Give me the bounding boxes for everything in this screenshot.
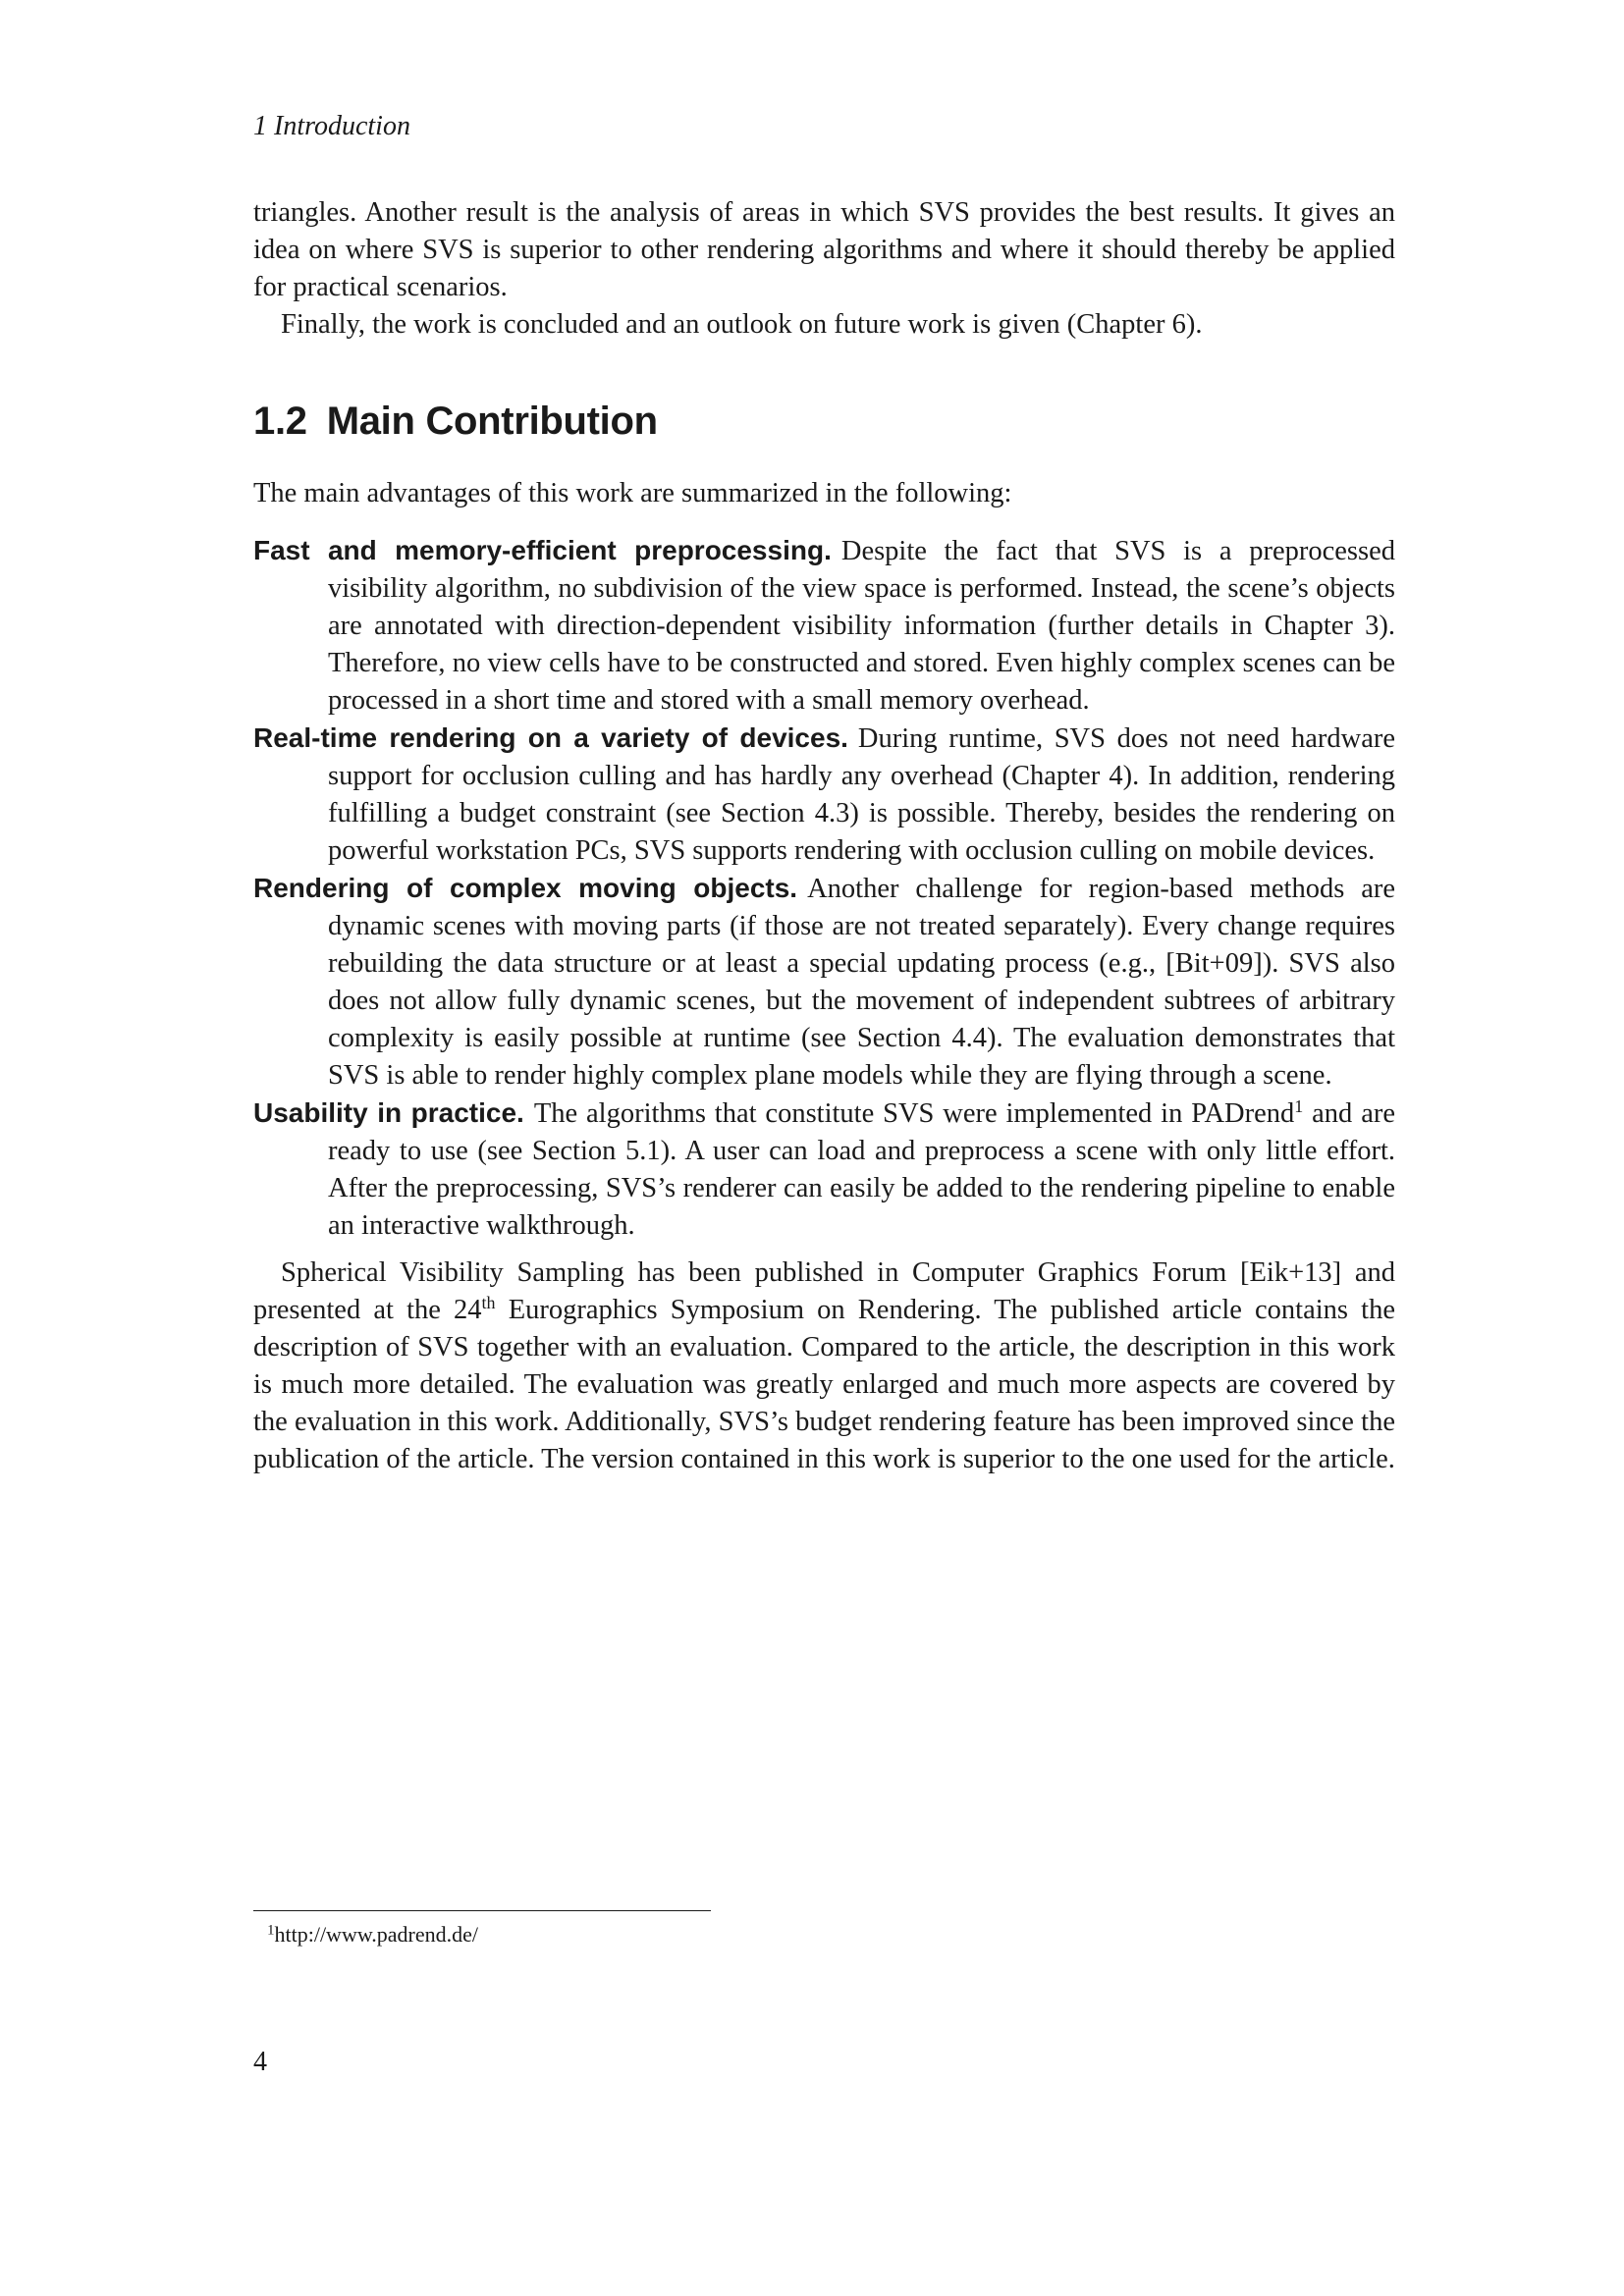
- footnote-rule: [253, 1910, 711, 1911]
- footnote-mark: 1: [267, 1922, 275, 1939]
- contribution-text: Another challenge for region-based methods are dynamic scenes with moving parts (if those are not treated separately). Every change requires rebuilding the data structure or at least a special updating process (e.g., [Bit+09]). SVS also does not allow fully dynamic scenes, but the movement of independent subtrees of arbitrary complexity is easily possible at runtime (see Section 4.4). The evaluation demonstrates that SVS is able to render highly complex plane models while they are flying through a scene.: [328, 874, 1395, 1091]
- footnote-url[interactable]: http://www.padrend.de/: [274, 1922, 479, 1947]
- contribution-item-preprocessing: [253, 532, 1395, 720]
- ordinal-superscript: th: [481, 1293, 496, 1313]
- page-number: 4: [253, 2047, 267, 2077]
- contribution-term: Real-time rendering on a variety of devices.: [253, 722, 848, 753]
- body-text: [253, 194, 1395, 1478]
- section-heading: [253, 397, 1395, 446]
- continuation-paragraph: triangles. Another result is the analysis of areas in which SVS provides the best results. It gives an idea on where SVS is superior to other rendering algorithms and where it should thereby be applied for practical scenarios.: [253, 197, 1395, 302]
- publication-paragraph: [253, 1255, 1395, 1478]
- running-head: 1 Introduction: [253, 111, 410, 141]
- footnote: [267, 1920, 478, 1949]
- contribution-item-moving-objects: [253, 870, 1395, 1095]
- section-number: 1.2: [253, 400, 307, 443]
- contribution-item-realtime: [253, 720, 1395, 870]
- contribution-text: During runtime, SVS does not need hardware support for occlusion culling and has hardly any overhead (Chapter 4). In addition, rendering fulfilling a budget constraint (see Section 4.3) is possible. Thereby, besides the rendering on powerful workstation PCs, SVS supports rendering with occlusion culling on mobile devices.: [328, 723, 1395, 866]
- contribution-term: Usability in practice.: [253, 1097, 524, 1128]
- footnote-reference[interactable]: 1: [1294, 1096, 1304, 1117]
- contribution-text-continued: and are ready to use (see Section 5.1). A user can load and preprocess a scene with only little effort. After the preprocessing, SVS’s renderer can easily be added to the rendering pipeline to enable an interactive walkthrough.: [328, 1098, 1395, 1241]
- contribution-text: Despite the fact that SVS is a preprocessed visibility algorithm, no subdivision of the view space is performed. Instead, the scene’s objects are annotated with direction-dependent visibility information (further details in Chapter 3). Therefore, no view cells have to be constructed and stored. Even highly complex scenes can be processed in a short time and stored with a small memory overhead.: [328, 536, 1395, 716]
- publication-text-continued: Eurographics Symposium on Rendering. The published article contains the description of SVS together with an evaluation. Compared to the article, the description in this work is much more detailed. The evaluation was greatly enlarged and much more aspects are covered by the evaluation in this work. Additionally, SVS’s budget rendering feature has been improved since the publication of the article. The version contained in this work is superior to the one used for the article.: [253, 1295, 1395, 1474]
- publication-text: Spherical Visibility Sampling has been published in Computer Graphics Forum [Eik+13] and presented at the 24: [253, 1257, 1395, 1325]
- page: [253, 0, 1395, 2296]
- section-title: Main Contribution: [326, 400, 658, 443]
- contribution-term: Rendering of complex moving objects.: [253, 873, 798, 903]
- section-intro: The main advantages of this work are summarized in the following:: [253, 478, 1012, 508]
- contribution-list: [253, 532, 1395, 1245]
- outlook-paragraph: Finally, the work is concluded and an outlook on future work is given (Chapter 6).: [281, 309, 1203, 340]
- contribution-item-usability: [253, 1095, 1395, 1245]
- contribution-text: The algorithms that constitute SVS were implemented in PADrend: [533, 1098, 1295, 1129]
- contribution-term: Fast and memory-efficient preprocessing.: [253, 535, 832, 565]
